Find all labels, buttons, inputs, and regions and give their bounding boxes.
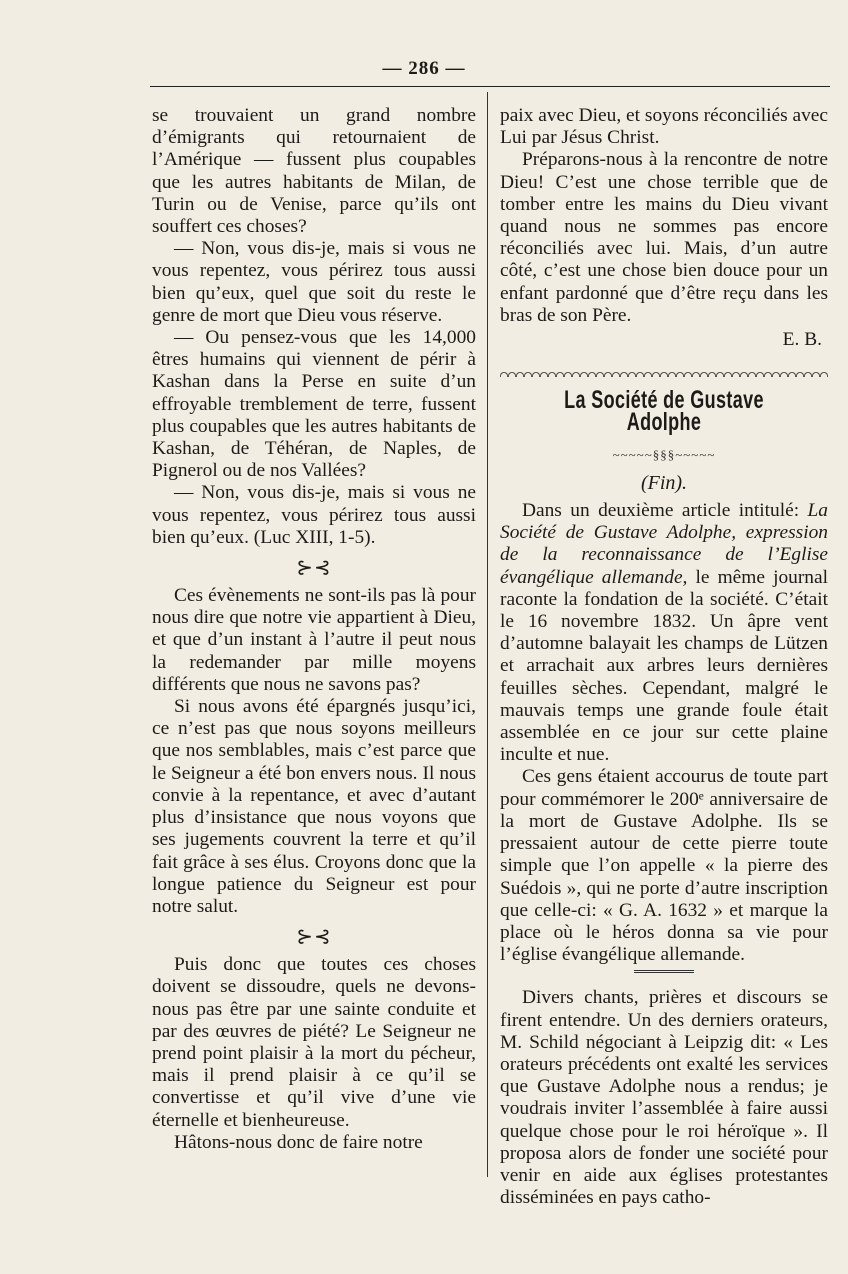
author-signature: E. B. [782,329,822,351]
ornament-divider: ⊱⊰ [296,557,332,580]
paragraph: Hâtons-nous donc de faire notre [174,1131,423,1153]
paragraph: Divers chants, prières et discours se firent entendre. Un des derniers orateurs, M. Schild négociant à Leipzig dit: « Les orateurs précédents ont exalté les services que Gustave Adolphe nous a rendus; je voudrais inviter l’assemblée à faire aussi quelque chose pour le roi héroïque ». Il proposa alors de fonder une société pour venir en aide aux églises protestantes disséminées en pays catho- [500,987,828,1209]
paragraph: Ces évènements ne sont-ils pas là pour nous dire que notre vie appartient à Dieu, et que d’un instant à l’autre il peut nous la redemander par mille moyens différents que nous ne savons pas? [152,585,476,695]
paragraph [500,500,828,766]
page-number: — 286 — [382,58,466,79]
paragraph: Ces gens étaient accourus de toute part pour commémorer le 200ᵉ anniversaire de la mort de Gustave Adolphe. Ils se pressaient autour de cette pierre toute simple que l’on appelle « la pierre des Suédois », qui ne porte d’autre inscription que celle-ci: « G. A. 1632 » et marque la place où le héros donna sa vie pour l’église évangélique allemande. [500,766,828,966]
paragraph-lead: Dans un deuxième article intitulé: [522,500,808,522]
section-separator [500,367,828,377]
paragraph: — Non, vous dis-je, mais si vous ne vous repentez, vous périrez tous aussi bien qu’eux. (Luc XIII, 1-5). [152,482,476,548]
paragraph-rest: le même journal raconte la fondation de la société. C’était le 16 novembre 1832. Un âpre vent d’automne balayait les champs de Lützen et arrachait aux arbres leurs dernières feuilles sèches. Cependant, malgré le mauvais temps une grande foule était assemblée en ce jour sur cette plaine inculte et nue. [500,566,828,766]
article-title: La Société de Gustave Adolphe, expression de la reconnaissance de l’Eglise évangélique allemande, [500,500,828,588]
paragraph: Puis donc que toutes ces choses doivent se dissoudre, quels ne devons-nous pas être par une sainte conduite et par des œuvres de piété? Le Seigneur ne prend point plaisir à la mort du pécheur, mais il prend plaisir à ce qu’il se convertisse et qu’il vive d’une vie éternelle et bienheureuse. [152,954,476,1131]
paragraph: Si nous avons été épargnés jusqu’ici, ce n’est pas que nous soyons meilleurs que nos semblables, mais c’est parce que le Seigneur a été bon envers nous. Il nous convie à la repentance, et avec d’autant plus d’insistance que nous voyons que ses jugements couvrent la terre et qu’il fait grâce à ses élus. Croyons donc que la longue patience du Seigneur est pour notre salut. [152,696,476,917]
paragraph: — Ou pensez-vous que les 14,000 êtres humains qui viennent de périr à Kashan dans la Perse en suite d’un effroyable tremblement de terre, fussent plus coupables que les autres habitants de Kashan, de Téhéran, de Naples, de Pignerol ou de nos Vallées? [152,327,476,482]
ornament-divider: ⊱⊰ [296,926,332,949]
header-rule [150,86,830,87]
paragraph: se trouvaient un grand nombre d’émigrants qui retournaient de l’Amérique — fussent plus coupables que les autres habitants de Milan, de Turin ou de Venise, parce qu’ils ont souffert ces choses? [152,105,476,238]
fin-label: (Fin). [640,471,688,494]
section-title: La Société de Gustave Adolphe [564,386,764,437]
column-divider [487,92,488,1177]
double-rule-divider [634,970,694,975]
right-column [500,105,828,1209]
paragraph: Préparons-nous à la rencontre de notre Dieu! C’est une chose terrible que de tomber entre les mains du Dieu vivant quand nous ne sommes pas encore réconciliés avec lui. Mais, d’un autre côté, c’est une chose bien douce pour un enfant pardonné que d’être reçu dans les bras de son Père. [500,149,828,326]
title-ornament: ~~~~~§§§~~~~~ [612,446,716,462]
left-column [152,105,476,1154]
paragraph: paix avec Dieu, et soyons réconciliés avec Lui par Jésus Christ. [500,105,828,149]
paragraph: — Non, vous dis-je, mais si vous ne vous repentez, vous périrez tous aussi bien qu’eux, quel que soit du reste le genre de mort que Dieu vous réserve. [152,238,476,326]
